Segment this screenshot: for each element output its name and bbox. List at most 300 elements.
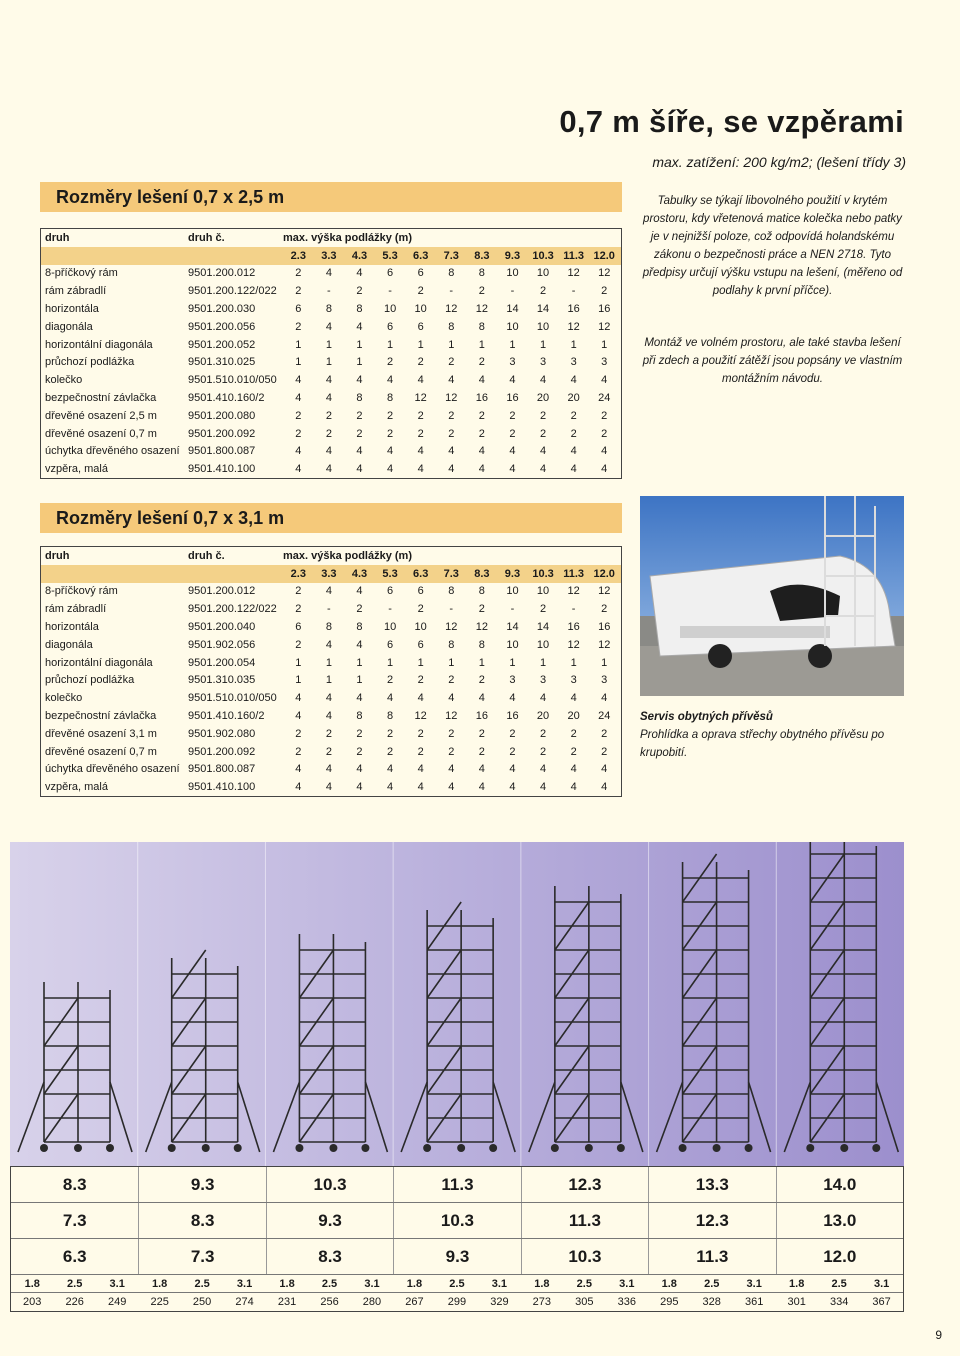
part-quantity: 20 <box>567 392 580 405</box>
part-quantity: 4 <box>601 445 608 458</box>
part-code: 9501.200.030 <box>188 303 256 316</box>
price-row <box>11 1293 903 1311</box>
table-header-row <box>41 547 621 565</box>
part-quantity: 2 <box>601 745 608 758</box>
height-header: 9.3 <box>504 249 521 262</box>
part-quantity: 2 <box>295 603 302 616</box>
part-quantity: 4 <box>325 320 332 333</box>
part-quantity: 1 <box>325 656 332 669</box>
part-quantity: 4 <box>356 585 363 598</box>
height-header: 11.3 <box>563 249 585 262</box>
part-quantity: 4 <box>417 374 424 387</box>
part-name: 8-příčkový rám <box>45 585 118 598</box>
part-quantity: 4 <box>356 781 363 794</box>
part-quantity: 4 <box>387 781 394 794</box>
part-code: 9501.200.122/022 <box>188 285 277 298</box>
part-quantity: 2 <box>509 727 516 740</box>
part-name: bezpečnostní závlačka <box>45 710 157 723</box>
table-row <box>41 371 621 389</box>
part-quantity: 10 <box>536 638 550 651</box>
part-quantity: 8 <box>478 267 485 280</box>
part-quantity: 2 <box>539 427 547 440</box>
assembly-note: Montáž ve volném prostoru, ale také stavba lešení při zdech a použití zátěží jsou popsány ve vlastním montážním návodu. <box>642 337 903 385</box>
table-row <box>41 583 621 601</box>
part-quantity: 4 <box>570 763 577 776</box>
platform-height: 7.3 <box>138 1239 265 1274</box>
length-value: 1.8 <box>789 1278 805 1290</box>
part-quantity: 16 <box>567 303 580 316</box>
table-row <box>41 354 621 372</box>
part-code: 9501.200.092 <box>188 745 256 758</box>
part-quantity: 1 <box>448 338 455 351</box>
usage-note: Tabulky se týkají libovolného použití v krytém prostoru, kdy vřetenová matice kolečka nebo patky je v nejnižší poloze, což odpovídá holandskému zákonu o bezpečnosti práce a NEN 2718. Tyto předpisy určují výšku vstupu na lešení, (měřeno od podlahy k první příčce). <box>642 195 903 297</box>
part-name: průchozí podlážka <box>45 674 135 687</box>
part-quantity: 1 <box>325 338 332 351</box>
length-value: 1.8 <box>151 1278 168 1290</box>
part-quantity: 2 <box>539 745 547 758</box>
part-quantity: 2 <box>295 585 302 598</box>
part-code: 9501.200.012 <box>188 267 256 280</box>
part-quantity: 4 <box>356 463 363 476</box>
part-quantity: 2 <box>325 409 332 422</box>
caption-title: Servis obytných přívěsů <box>640 711 773 723</box>
height-header: 5.3 <box>382 249 398 262</box>
part-quantity: 12 <box>445 621 458 634</box>
part-name: diagonála <box>45 638 93 651</box>
table-heights-row <box>41 247 621 265</box>
part-quantity: 2 <box>478 285 485 298</box>
part-quantity: 12 <box>598 638 611 651</box>
price-value: 249 <box>107 1296 127 1308</box>
part-name: horizontální diagonála <box>45 656 153 669</box>
platform-height: 14.0 <box>776 1167 903 1202</box>
part-quantity: - <box>449 603 454 616</box>
part-quantity: 1 <box>601 656 608 669</box>
table-row <box>41 761 621 779</box>
length-value: 1.8 <box>661 1278 677 1290</box>
part-quantity: 12 <box>475 621 488 634</box>
part-quantity: 20 <box>536 710 550 723</box>
col-header-code: druh č. <box>188 549 225 562</box>
part-quantity: 6 <box>417 638 424 651</box>
part-quantity: 16 <box>475 710 488 723</box>
height-header: 3.3 <box>321 249 337 262</box>
platform-height: 7.3 <box>62 1210 87 1230</box>
length-value: 1.8 <box>534 1278 550 1290</box>
price-value: 231 <box>277 1296 297 1308</box>
height-header: 10.3 <box>532 249 554 262</box>
part-quantity: 4 <box>356 638 363 651</box>
platform-height: 13.3 <box>648 1167 775 1202</box>
part-quantity: 4 <box>539 781 547 794</box>
part-quantity: 12 <box>445 710 458 723</box>
part-quantity: 4 <box>570 781 577 794</box>
part-quantity: 1 <box>356 656 363 669</box>
price-value: 329 <box>490 1296 509 1308</box>
part-quantity: 4 <box>295 763 302 776</box>
part-quantity: 6 <box>387 638 394 651</box>
caravan-photo <box>640 496 904 696</box>
price-value: 299 <box>447 1296 467 1308</box>
price-value: 280 <box>362 1296 382 1308</box>
part-name: horizontála <box>45 303 99 316</box>
part-quantity: 8 <box>356 303 363 316</box>
part-quantity: 10 <box>536 267 550 280</box>
col-header-max-height: max. výška podlážky (m) <box>283 231 413 244</box>
table-row <box>41 636 621 654</box>
part-quantity: 10 <box>536 320 550 333</box>
price-value: 274 <box>235 1296 254 1308</box>
part-name: horizontála <box>45 621 99 634</box>
part-code: 9501.410.100 <box>188 781 256 794</box>
part-code: 9501.200.052 <box>188 338 256 351</box>
part-quantity: 2 <box>448 727 455 740</box>
part-code: 9501.410.100 <box>188 463 256 476</box>
height-row-2 <box>11 1203 903 1239</box>
table-row <box>41 778 621 796</box>
price-value: 328 <box>702 1296 721 1308</box>
part-quantity: 12 <box>567 320 580 333</box>
tower-gallery <box>10 842 904 1166</box>
platform-height: 9.3 <box>266 1203 393 1238</box>
length-value: 2.5 <box>449 1278 465 1290</box>
part-quantity: 1 <box>295 338 302 351</box>
part-quantity: 16 <box>506 392 519 405</box>
part-quantity: 4 <box>539 463 547 476</box>
part-quantity: 2 <box>478 745 485 758</box>
part-code: 9501.902.056 <box>188 638 256 651</box>
price-value: 267 <box>405 1296 424 1308</box>
length-value: 3.1 <box>236 1278 253 1290</box>
length-value: 3.1 <box>619 1278 635 1290</box>
part-quantity: 2 <box>601 285 608 298</box>
part-quantity: - <box>327 285 331 298</box>
part-quantity: 1 <box>539 656 547 669</box>
part-quantity: 4 <box>509 463 516 476</box>
part-name: dřevěné osazení 0,7 m <box>45 745 157 758</box>
part-quantity: 1 <box>325 674 332 687</box>
part-quantity: 2 <box>387 356 394 369</box>
price-value: 225 <box>150 1296 169 1308</box>
part-quantity: 3 <box>601 674 608 687</box>
part-quantity: 2 <box>478 356 485 369</box>
part-quantity: 2 <box>387 727 394 740</box>
part-quantity: 2 <box>570 427 577 440</box>
part-quantity: 2 <box>387 745 394 758</box>
part-quantity: 2 <box>448 356 455 369</box>
part-quantity: 8 <box>448 638 455 651</box>
platform-height: 11.3 <box>648 1239 775 1274</box>
part-quantity: 2 <box>417 674 424 687</box>
part-quantity: 1 <box>295 356 302 369</box>
part-quantity: 4 <box>417 463 424 476</box>
caption-text: Prohlídka a oprava střechy obytného přívěsu po krupobití. <box>640 729 885 759</box>
part-quantity: 2 <box>356 603 363 616</box>
height-header: 7.3 <box>443 567 459 580</box>
part-quantity: 6 <box>387 267 394 280</box>
part-quantity: 2 <box>448 427 455 440</box>
part-quantity: 4 <box>417 445 424 458</box>
part-quantity: 12 <box>567 638 580 651</box>
length-value: 2.5 <box>576 1278 592 1290</box>
part-quantity: 2 <box>356 745 363 758</box>
price-value: 334 <box>829 1296 849 1308</box>
price-value: 226 <box>65 1296 84 1308</box>
part-quantity: 3 <box>570 356 577 369</box>
part-quantity: 1 <box>387 338 394 351</box>
part-quantity: 14 <box>536 303 550 316</box>
platform-height: 8.3 <box>62 1174 87 1194</box>
part-code: 9501.902.080 <box>188 727 256 740</box>
length-value: 2.5 <box>67 1278 83 1290</box>
part-quantity: 2 <box>539 285 547 298</box>
part-name: dřevěné osazení 0,7 m <box>45 427 157 440</box>
part-name: úchytka dřevěného osazení <box>45 763 180 776</box>
part-quantity: 2 <box>601 727 608 740</box>
page-title: 0,7 m šíře, se vzpěrami <box>559 104 904 139</box>
part-quantity: 2 <box>478 603 485 616</box>
part-quantity: 10 <box>536 585 550 598</box>
part-quantity: 2 <box>356 409 363 422</box>
part-quantity: 4 <box>539 763 547 776</box>
part-code: 9501.200.056 <box>188 320 256 333</box>
part-quantity: 4 <box>356 374 363 387</box>
part-quantity: 8 <box>325 303 332 316</box>
part-quantity: 4 <box>325 445 332 458</box>
part-quantity: 4 <box>387 463 394 476</box>
part-quantity: - <box>510 603 515 616</box>
part-quantity: 2 <box>417 409 424 422</box>
height-header: 10.3 <box>532 567 554 580</box>
platform-height: 8.3 <box>266 1239 393 1274</box>
part-quantity: 4 <box>356 763 363 776</box>
part-quantity: 4 <box>325 692 332 705</box>
part-quantity: 4 <box>448 692 455 705</box>
part-code: 9501.410.160/2 <box>188 392 265 405</box>
scaffold-tower <box>521 842 643 1166</box>
part-quantity: 1 <box>295 674 302 687</box>
part-quantity: 4 <box>601 692 608 705</box>
part-quantity: 24 <box>598 710 611 723</box>
part-quantity: 4 <box>448 463 455 476</box>
part-quantity: 2 <box>478 674 485 687</box>
part-quantity: 4 <box>570 463 577 476</box>
height-header: 4.3 <box>351 249 368 262</box>
part-quantity: 4 <box>570 692 577 705</box>
part-quantity: 4 <box>417 781 424 794</box>
table-row <box>41 725 621 743</box>
table-row <box>41 300 621 318</box>
part-quantity: 8 <box>356 621 363 634</box>
length-value: 2.5 <box>321 1278 338 1290</box>
height-row-1 <box>11 1167 903 1203</box>
scaffold-tower <box>18 982 132 1152</box>
part-quantity: 2 <box>325 727 332 740</box>
part-quantity: 1 <box>356 338 363 351</box>
scaffold-tower <box>138 842 260 1166</box>
part-quantity: 4 <box>295 781 302 794</box>
platform-height: 10.3 <box>266 1167 393 1202</box>
part-quantity: 2 <box>509 409 516 422</box>
table-row <box>41 618 621 636</box>
part-quantity: 8 <box>387 392 394 405</box>
part-name: kolečko <box>45 692 83 705</box>
part-quantity: 10 <box>414 303 427 316</box>
table-row <box>41 707 621 725</box>
part-quantity: 4 <box>356 320 363 333</box>
height-header: 8.3 <box>474 567 490 580</box>
part-quantity: 2 <box>478 427 485 440</box>
part-quantity: 3 <box>539 674 547 687</box>
part-quantity: 2 <box>539 603 547 616</box>
part-quantity: 12 <box>445 303 458 316</box>
part-quantity: 8 <box>478 638 485 651</box>
parts-table-2 <box>40 546 622 797</box>
table-row <box>41 389 621 407</box>
length-value: 1.8 <box>24 1278 40 1290</box>
part-quantity: 16 <box>567 621 580 634</box>
part-quantity: 2 <box>417 427 424 440</box>
part-quantity: 16 <box>598 303 611 316</box>
part-quantity: 2 <box>387 674 394 687</box>
part-quantity: 4 <box>417 763 424 776</box>
part-quantity: 4 <box>570 445 577 458</box>
part-quantity: 2 <box>356 427 363 440</box>
part-name: dřevěné osazení 2,5 m <box>45 409 157 422</box>
length-value: 3.1 <box>746 1278 762 1290</box>
length-value: 3.1 <box>364 1278 380 1290</box>
part-quantity: 2 <box>601 427 608 440</box>
part-code: 9501.200.054 <box>188 656 256 669</box>
part-quantity: 1 <box>387 656 394 669</box>
table-row <box>41 425 621 443</box>
part-quantity: 4 <box>509 781 516 794</box>
height-header: 3.3 <box>321 567 337 580</box>
part-quantity: 1 <box>417 338 424 351</box>
part-quantity: 4 <box>387 445 394 458</box>
length-value: 2.5 <box>831 1278 847 1290</box>
scaffold-tower <box>649 842 771 1166</box>
col-header-name: druh <box>45 231 70 244</box>
page-number: 9 <box>935 1328 942 1342</box>
part-quantity: 4 <box>356 445 363 458</box>
part-quantity: 2 <box>356 285 363 298</box>
part-quantity: 4 <box>570 374 577 387</box>
part-quantity: 4 <box>601 781 608 794</box>
part-quantity: 4 <box>325 267 332 280</box>
part-quantity: 4 <box>325 463 332 476</box>
part-quantity: 2 <box>539 409 547 422</box>
part-quantity: - <box>388 603 392 616</box>
part-quantity: 4 <box>539 374 547 387</box>
col-header-name: druh <box>45 549 70 562</box>
part-code: 9501.800.087 <box>188 763 256 776</box>
part-name: rám zábradlí <box>45 603 107 616</box>
part-quantity: 4 <box>295 374 302 387</box>
part-quantity: 8 <box>356 710 363 723</box>
part-name: úchytka dřevěného osazení <box>45 445 180 458</box>
platform-height: 12.0 <box>776 1239 903 1274</box>
part-quantity: 2 <box>448 745 455 758</box>
table-row <box>41 460 621 478</box>
part-name: průchozí podlážka <box>45 356 135 369</box>
part-quantity: 4 <box>325 638 332 651</box>
height-header: 4.3 <box>351 567 368 580</box>
length-value: 1.8 <box>406 1278 423 1290</box>
price-value: 305 <box>575 1296 594 1308</box>
part-quantity: 1 <box>448 656 455 669</box>
platform-height: 10.3 <box>393 1203 520 1238</box>
price-value: 367 <box>872 1296 891 1308</box>
part-quantity: 16 <box>506 710 519 723</box>
part-quantity: 8 <box>387 710 394 723</box>
part-quantity: 2 <box>509 427 516 440</box>
part-quantity: 2 <box>601 603 608 616</box>
table-row <box>41 743 621 761</box>
part-quantity: 1 <box>509 656 516 669</box>
platform-height: 13.0 <box>776 1203 903 1238</box>
width-row <box>11 1275 903 1293</box>
part-quantity: 12 <box>414 710 427 723</box>
part-name: rám zábradlí <box>45 285 107 298</box>
part-quantity: 8 <box>448 320 455 333</box>
price-value: 256 <box>320 1296 339 1308</box>
part-quantity: 4 <box>478 374 485 387</box>
part-quantity: 4 <box>509 445 516 458</box>
part-quantity: 10 <box>506 638 519 651</box>
part-quantity: 8 <box>478 320 485 333</box>
part-quantity: 4 <box>325 392 332 405</box>
height-price-table <box>10 1166 904 1312</box>
part-quantity: 2 <box>448 674 455 687</box>
part-quantity: 3 <box>509 356 516 369</box>
platform-height: 11.3 <box>393 1167 520 1202</box>
part-quantity: 2 <box>295 409 302 422</box>
part-quantity: 12 <box>598 267 611 280</box>
length-value: 3.1 <box>873 1278 890 1290</box>
part-quantity: 2 <box>295 427 302 440</box>
part-quantity: 14 <box>536 621 550 634</box>
part-quantity: 4 <box>325 781 332 794</box>
part-quantity: 2 <box>325 745 332 758</box>
part-quantity: 3 <box>539 356 547 369</box>
price-value: 203 <box>23 1296 42 1308</box>
price-value: 301 <box>787 1296 806 1308</box>
part-quantity: 8 <box>356 392 363 405</box>
part-quantity: 10 <box>506 320 519 333</box>
part-quantity: 6 <box>387 320 394 333</box>
platform-height: 12.3 <box>648 1203 775 1238</box>
part-quantity: 24 <box>598 392 611 405</box>
part-quantity: 12 <box>445 392 458 405</box>
part-quantity: 14 <box>506 621 519 634</box>
part-quantity: 8 <box>325 621 332 634</box>
part-quantity: 2 <box>417 745 424 758</box>
part-name: diagonála <box>45 320 93 333</box>
part-name: vzpěra, malá <box>45 463 108 476</box>
part-quantity: 2 <box>295 320 302 333</box>
part-quantity: 16 <box>598 621 611 634</box>
table-row <box>41 265 621 283</box>
platform-height: 8.3 <box>138 1203 265 1238</box>
part-quantity: 4 <box>387 692 394 705</box>
table-row <box>41 336 621 354</box>
platform-height: 6.3 <box>62 1246 87 1266</box>
part-quantity: 2 <box>295 745 302 758</box>
part-code: 9501.510.010/050 <box>188 692 277 705</box>
part-quantity: 2 <box>478 409 485 422</box>
part-quantity: 4 <box>601 463 608 476</box>
